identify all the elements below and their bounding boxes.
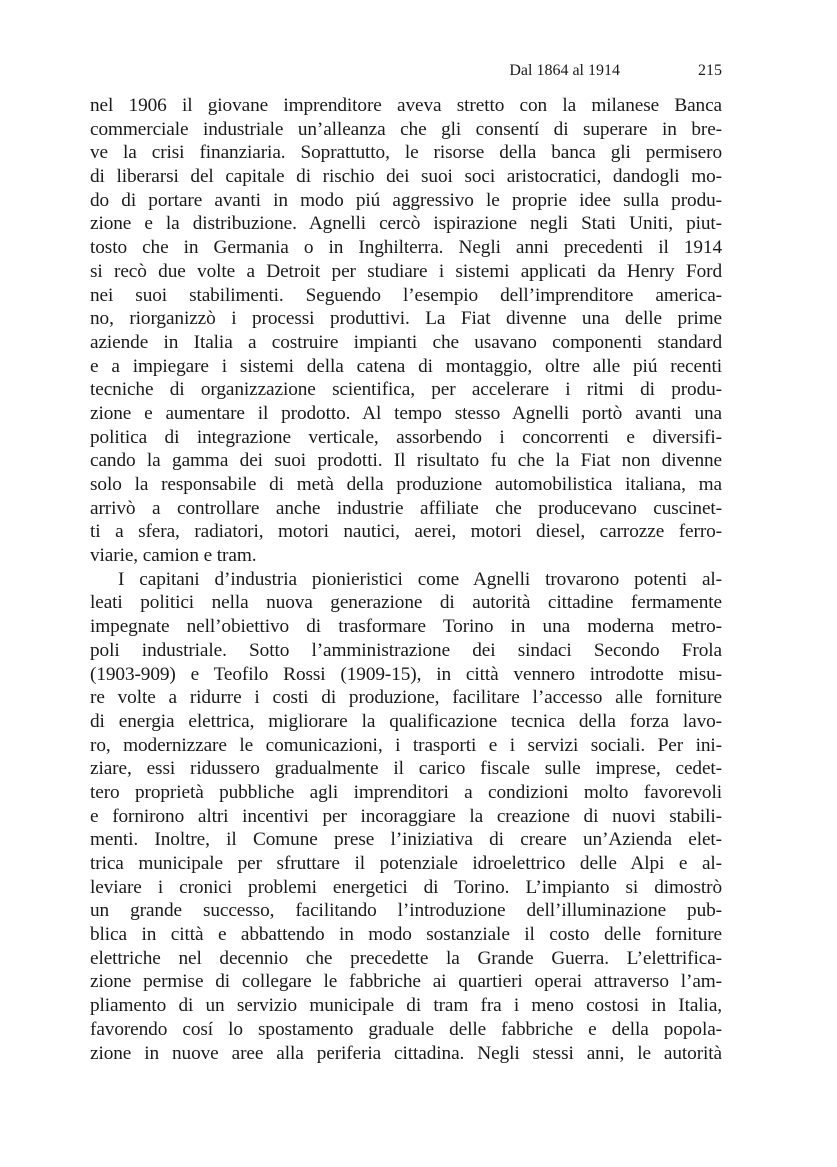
text-line: do di portare avanti in modo piú aggressivo le proprie idee sulla produ- [90,189,722,211]
text-line: tecniche di organizzazione scientifica, per accelerare i ritmi di produ- [90,379,722,401]
text-line: ziare, essi ridussero gradualmente il carico fiscale sulle imprese, cedet- [90,758,722,780]
text-line: zione permise di collegare le fabbriche ai quartieri operai attraverso l’am- [90,971,722,993]
text-line: impegnate nell’obiettivo di trasformare Torino in una moderna metro- [90,616,722,638]
text-line: menti. Inoltre, il Comune prese l’iniziativa di creare un’Azienda elet- [90,829,722,851]
text-line: si recò due volte a Detroit per studiare i sistemi applicati da Henry Ford [90,260,722,282]
text-line: favorendo cosí lo spostamento graduale delle fabbriche e della popola- [90,1018,722,1040]
text-line: re volte a ridurre i costi di produzione, facilitare l’accesso alle forniture [90,687,722,709]
text-line: arrivò a controllare anche industrie affiliate che producevano cuscinet- [90,497,722,519]
text-line: e fornirono altri incentivi per incoraggiare la creazione di nuovi stabili- [90,805,722,827]
text-line: tosto che in Germania o in Inghilterra. Negli anni precedenti il 1914 [90,237,722,259]
text-line: I capitani d’industria pionieristici come Agnelli trovarono potenti al- [118,568,722,590]
text-line: leati politici nella nuova generazione di autorità cittadine fermamente [90,592,722,614]
text-line: ve la crisi finanziaria. Soprattutto, le risorse della banca gli permisero [90,142,722,164]
text-line: zione e aumentare il prodotto. Al tempo stesso Agnelli portò avanti una [90,402,722,424]
text-line: un grande successo, facilitando l’introduzione dell’illuminazione pub- [90,900,722,922]
text-line: solo la responsabile di metà della produzione automobilistica italiana, ma [90,474,722,495]
running-head [90,62,722,92]
text-line: trica municipale per sfruttare il potenziale idroelettrico delle Alpi e al- [90,853,722,874]
text-line: di energia elettrica, migliorare la qualificazione tecnica della forza lavo- [90,710,722,732]
text-line: nel 1906 il giovane imprenditore aveva stretto con la milanese Banca [90,95,722,116]
text-line: poli industriale. Sotto l’amministrazione dei sindaci Secondo Frola [90,639,722,661]
text-line: aziende in Italia a costruire impianti che usavano componenti standard [90,331,722,353]
book-page [90,62,722,1065]
text-line: pliamento di un servizio municipale di tram fra i meno costosi in Italia, [90,995,722,1017]
text-line: zione in nuove aree alla periferia cittadina. Negli stessi anni, le autorità [90,1042,722,1064]
paragraph [90,568,722,1065]
text-line: blica in città e abbattendo in modo sostanziale il costo delle forniture [90,924,722,946]
text-line: commerciale industriale un’alleanza che gli consentí di superare in bre- [90,118,722,140]
text-line: no, riorganizzò i processi produttivi. La Fiat divenne una delle prime [90,308,722,330]
text-line: ti a sfera, radiatori, motori nautici, aerei, motori diesel, carrozze ferro- [90,521,722,543]
text-line: di liberarsi del capitale di rischio dei suoi soci aristocratici, dandogli mo- [90,166,722,188]
text-line: ro, modernizzare le comunicazioni, i trasporti e i servizi sociali. Per ini- [90,734,722,756]
text-line: cando la gamma dei suoi prodotti. Il risultato fu che la Fiat non divenne [90,450,722,472]
running-title: Dal 1864 al 1914 [509,62,620,79]
text-line: politica di integrazione verticale, assorbendo i concorrenti e diversifi- [90,426,722,448]
text-line: zione e la distribuzione. Agnelli cercò ispirazione negli Stati Uniti, piut- [90,213,722,235]
text-line: (1903-909) e Teofilo Rossi (1909-15), in città vennero introdotte misu- [90,663,722,685]
text-line: e a impiegare i sistemi della catena di montaggio, oltre alle piú recenti [90,355,722,377]
text-line: viarie, camion e tram. [90,545,257,567]
paragraph [90,94,722,568]
body-text [90,94,722,1065]
text-line: elettriche nel decennio che precedette la Grande Guerra. L’elettrifica- [90,947,722,969]
text-line: tero proprietà pubbliche agli imprenditori a condizioni molto favorevoli [90,781,722,803]
text-line: nei suoi stabilimenti. Seguendo l’esempio dell’imprenditore america- [90,284,722,306]
page-number: 215 [698,62,722,79]
text-line: leviare i cronici problemi energetici di Torino. L’impianto si dimostrò [90,876,722,898]
